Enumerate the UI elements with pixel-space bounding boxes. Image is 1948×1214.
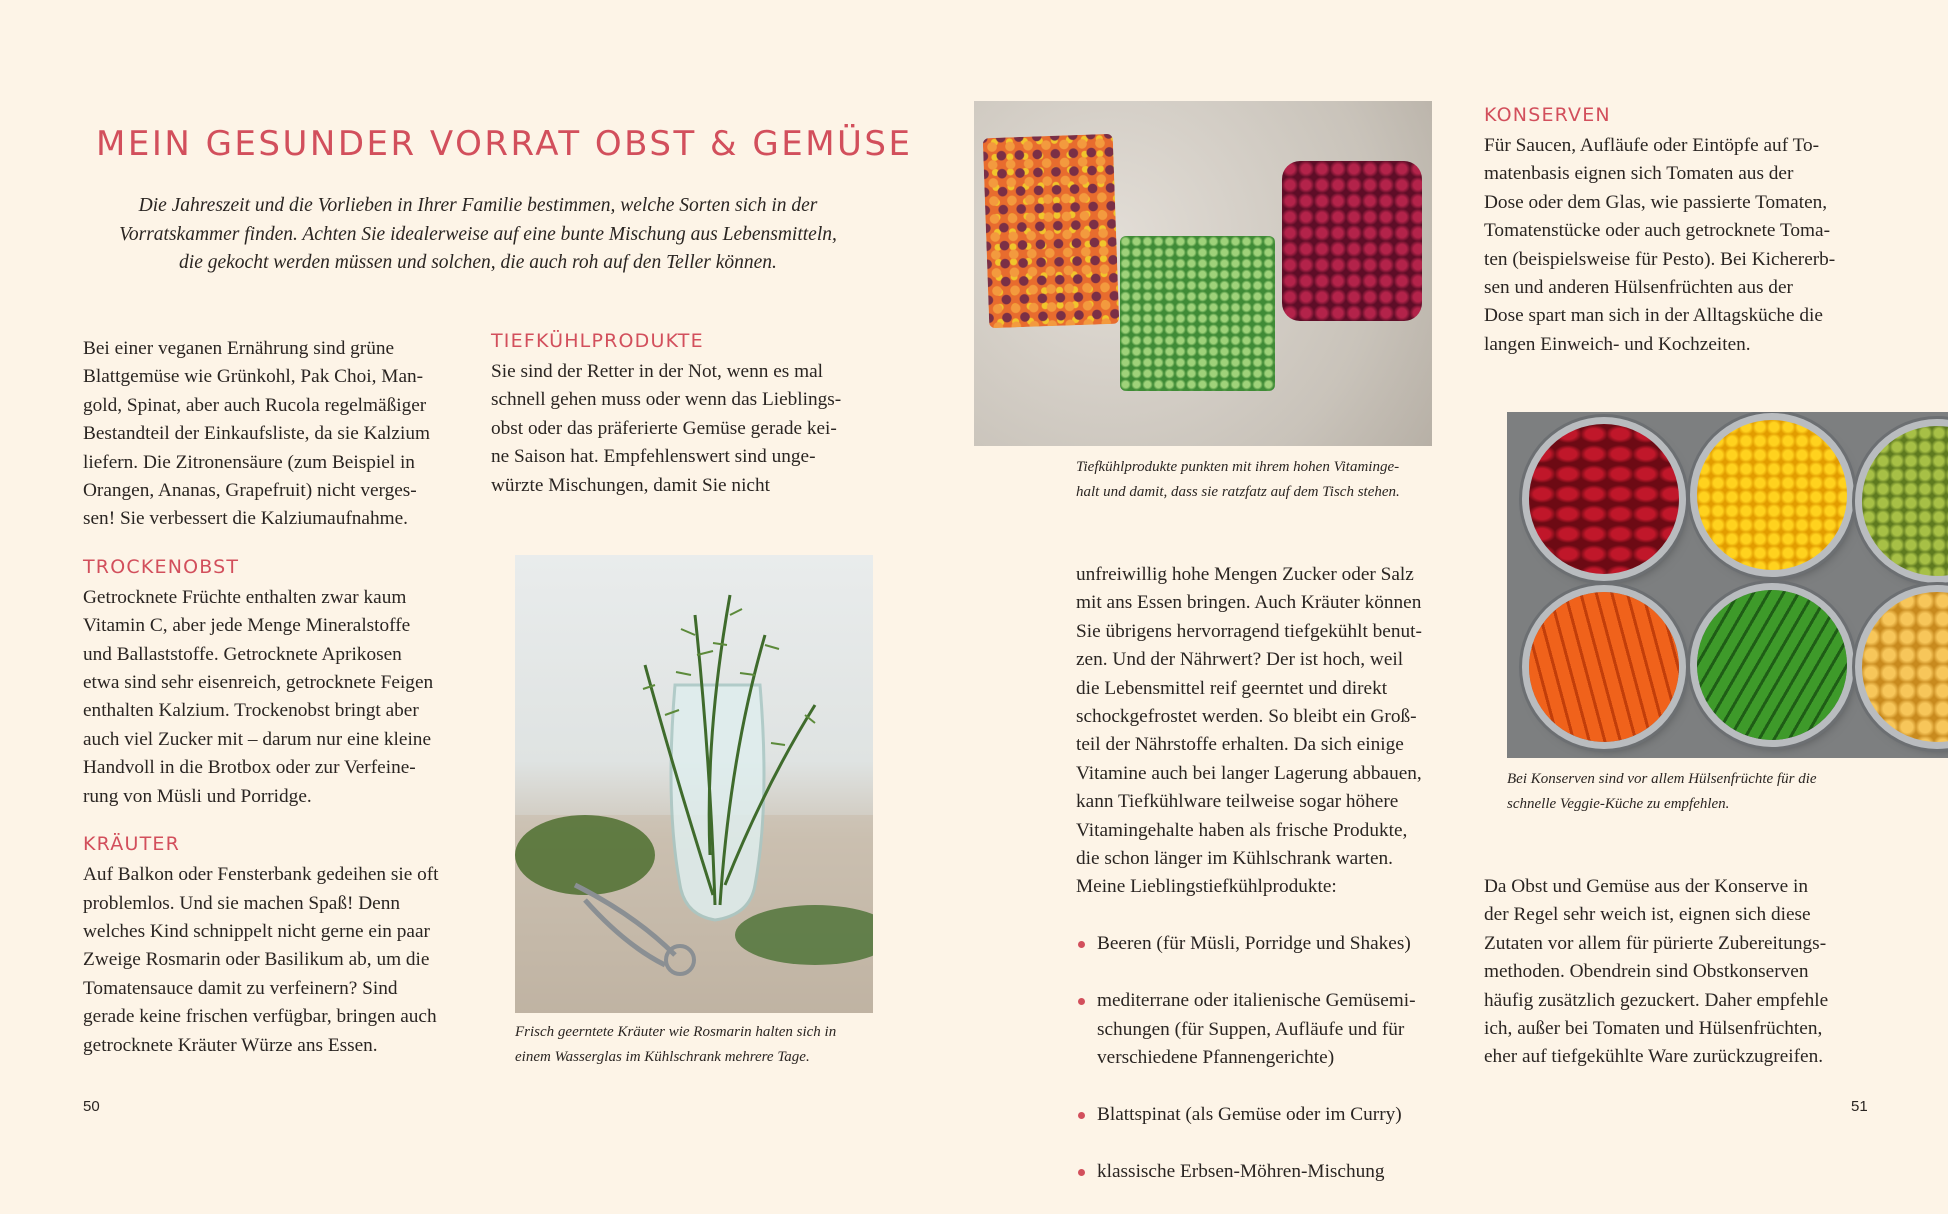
- intro-text: Die Jahreszeit und die Vorlieben in Ihrer Familie bestimmen, welche Sorten sich in der Vorratskammer finden. Achten Sie idealerweise auf eine bunte Mischung aus Lebensmitteln, die gekocht werden müssen und solchen, die auch roh auf den Teller können.: [119, 195, 837, 274]
- list-item: [1076, 987, 1476, 1072]
- heading-tiefkuehlprodukte: TIEFKÜHLPRODUKTE: [491, 330, 704, 352]
- bullet-icon: [1078, 941, 1085, 948]
- can-chickpeas: [1862, 592, 1948, 742]
- bullet-icon: [1078, 1112, 1085, 1119]
- heading-kraeuter: KRÄUTER: [83, 833, 181, 856]
- bullet-icon: [1078, 1169, 1085, 1176]
- tiefkuehl-paragraph: Sie sind der Retter in der Not, wenn es mal schnell gehen muss oder wenn das Lieblings- obst oder das präferierte Gemüse gerade kei- ne Saison hat. Empfehlenswert sind unge- würzte Mischungen, damit Sie nicht: [491, 361, 842, 496]
- cans-caption: Bei Konserven sind vor allem Hülsenfrüchte für die schnelle Veggie-Küche zu empfehlen.: [1507, 771, 1817, 812]
- frozen-peas: [1120, 236, 1275, 391]
- list-item: [1076, 1158, 1476, 1186]
- column-3: [1076, 561, 1476, 1214]
- frozen-berries: [1282, 161, 1422, 321]
- column-1: [83, 335, 473, 1060]
- column-2: [491, 326, 881, 500]
- frozen-vegetables-photo: [974, 101, 1432, 446]
- tiefkuehl-continued-paragraph: unfreiwillig hohe Mengen Zucker oder Salz mit ans Essen bringen. Auch Kräuter können Sie übrigens hervorragend tiefgekühlt benut- zen. Und der Nährwert? Der ist hoch, weil die Lebensmittel reif geerntet und direkt schockgefrostet werden. So bleibt ein Groß- teil der Nährstoffe erhalten. Da sich einige Vitamine auch bei langer Lagerung abbauen, kann Tiefkühlware teilweise sogar höhere Vitamingehalte haben als frische Produkte, die schon länger im Kühlschrank warten. Meine Lieblingstiefkühlprodukte:: [1076, 564, 1422, 898]
- calcium-paragraph: Bei einer veganen Ernährung sind grüne Blattgemüse wie Grünkohl, Pak Choi, Man- gold, Spinat, aber auch Rucola regelmäßiger Bestandteil der Einkaufsliste, da sie Kalzium liefern. Die Zitronensäure (zum Beispiel in Orangen, Ananas, Grapefruit) nicht verges- sen! Sie verbessert die Kalziumaufnahme.: [83, 338, 430, 530]
- herbs-caption: Frisch geerntete Kräuter wie Rosmarin halten sich in einem Wasserglas im Kühlschrank mehrere Tage.: [515, 1024, 837, 1065]
- kraeuter-paragraph: Auf Balkon oder Fensterbank gedeihen sie oft problemlos. Und sie machen Spaß! Denn welches Kind schnippelt nicht gerne ein paar Zweige Rosmarin oder Basilikum ab, um die Tomatensauce damit zu verfeinern? Sind gerade keine frischen verfügbar, bringen auch getrocknete Kräuter Würze ans Essen.: [83, 864, 439, 1056]
- list-item-text: Beeren (für Müsli, Porridge und Shakes): [1097, 933, 1411, 955]
- frozen-caption: Tiefkühlprodukte punkten mit ihrem hohen Vitaminge- halt und damit, dass sie ratzfatz auf dem Tisch stehen.: [1076, 459, 1400, 500]
- page-title: MEIN GESUNDER VORRAT OBST & GEMÜSE: [96, 124, 913, 164]
- heading-konserven: KONSERVEN: [1484, 104, 1611, 126]
- konserven-paragraph: Für Saucen, Aufläufe oder Eintöpfe auf To- matenbasis eignen sich Tomaten aus der Dose oder dem Glas, wie passierte Tomaten, Tomatenstücke oder auch getrocknete Toma- ten (beispielsweise für Pesto). Bei Kichererb- sen und anderen Hülsenfrüchten aus der Dose spart man sich in der Alltagsküche die langen Einweich- und Kochzeiten.: [1484, 135, 1836, 355]
- list-item-text: klassische Erbsen-Möhren-Mischung: [1097, 1160, 1385, 1182]
- can-corn: [1697, 420, 1847, 570]
- page-number-right: 51: [1851, 1098, 1868, 1115]
- list-item-text: mediterrane oder italienische Gemüsemi- schungen (für Suppen, Aufläufe und für verschiedene Pfannengerichte): [1097, 990, 1416, 1068]
- favorites-list: [1076, 902, 1476, 1214]
- list-item: [1076, 1101, 1476, 1129]
- list-item: [1076, 930, 1476, 958]
- column-4: [1484, 100, 1894, 359]
- herbs-in-glass-photo: [515, 555, 873, 1013]
- bullet-icon: [1078, 998, 1085, 1005]
- can-green-beans: [1697, 590, 1847, 740]
- page-number-left: 50: [83, 1098, 100, 1115]
- can-kidney-beans: [1529, 424, 1679, 574]
- trockenobst-paragraph: Getrocknete Früchte enthalten zwar kaum Vitamin C, aber jede Menge Mineralstoffe und Ballaststoffe. Getrocknete Aprikosen etwa sind sehr eisenreich, getrocknete Feigen enthalten Kalzium. Trockenobst bringt aber auch viel Zucker mit – darum nur eine kleine Handvoll in die Brotbox oder zur Verfeine- rung von Müsli und Porridge.: [83, 586, 434, 807]
- can-carrots: [1529, 592, 1679, 742]
- can-peas: [1862, 426, 1948, 576]
- konserven-paragraph-2: Da Obst und Gemüse aus der Konserve in der Regel sehr weich ist, eignen sich diese Zutaten vor allem für pürierte Zubereitungs- methoden. Obendrein sind Obstkonserven häufig zusätzlich gezuckert. Daher empfehle ich, außer bei Tomaten und Hülsenfrüchten, eher auf tiefgekühlte Ware zurückzugreifen.: [1484, 876, 1829, 1068]
- list-item-text: Blattspinat (als Gemüse oder im Curry): [1097, 1103, 1402, 1125]
- herbs-illustration: [515, 555, 873, 1013]
- frozen-mixed-vegetables: [983, 134, 1120, 328]
- canned-vegetables-photo: [1507, 412, 1948, 758]
- heading-trockenobst: TROCKENOBST: [83, 555, 240, 578]
